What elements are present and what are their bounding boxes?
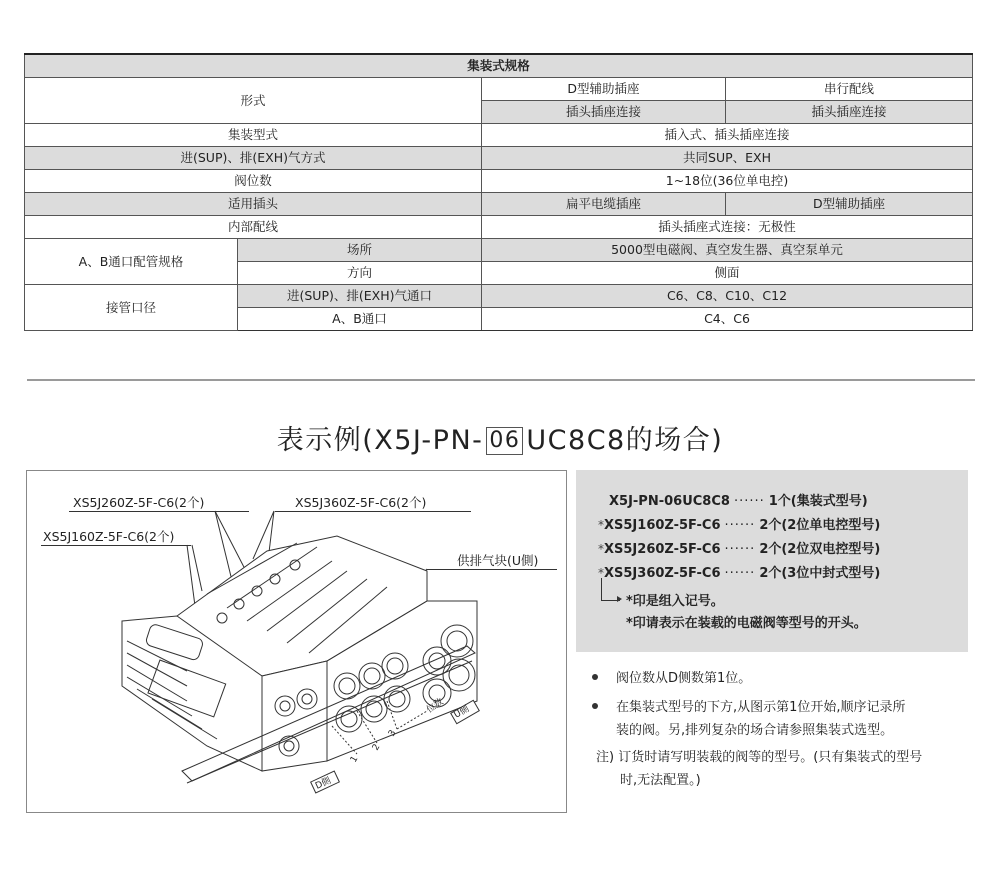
- row-label-stations: 阀位数: [25, 170, 482, 193]
- order-qty: 2个(2位双电控型号): [759, 542, 881, 557]
- order-line-valve-160: *XS5J160Z-5F-C6 ······ 2个(2位单电控型号): [598, 518, 881, 533]
- cell-manifold-type: 插入式、插头插座连接: [482, 124, 973, 147]
- cell-sup-exh-port: C6、C8、C10、C12: [482, 285, 973, 308]
- sub-label-ab-port: A、B通口: [238, 308, 482, 331]
- cell-connector-d-sub: D型辅助插座: [726, 193, 973, 216]
- svg-text:3: 3: [386, 728, 399, 739]
- order-qty: 2个(2位单电控型号): [759, 518, 881, 533]
- cell-form-d-sub-connection: 插头插座连接: [482, 101, 726, 124]
- cell-sup-exh: 共同SUP、EXH: [482, 147, 973, 170]
- table-row: [25, 78, 973, 101]
- label-valve-360: XS5J360Z-5F-C6(2个): [295, 495, 427, 510]
- example-title-suffix: UC8C8的场合): [526, 425, 724, 456]
- order-qty: 1个(集装式型号): [768, 494, 868, 509]
- cell-form-serial: 串行配线: [726, 78, 973, 101]
- bullet-icon: [592, 674, 598, 680]
- section-divider: [27, 379, 975, 381]
- order-example-box: [576, 470, 968, 652]
- order-line-valve-360: *XS5J360Z-5F-C6 ······ 2个(3位中封式型号): [598, 566, 881, 581]
- table-title: 集装式规格: [25, 54, 973, 78]
- row-label-manifold-type: 集装型式: [25, 124, 482, 147]
- svg-text:D側: D側: [314, 775, 333, 792]
- order-line-manifold: X5J-PN-06UC8C8 ······ 1个(集装式型号): [609, 494, 868, 509]
- sub-label-sup-exh-port: 进(SUP)、排(EXH)气通口: [238, 285, 482, 308]
- cell-internal-wiring: 插头插座式连接：无极性: [482, 216, 973, 239]
- svg-text:2: 2: [370, 742, 383, 753]
- row-label-connector: 适用插头: [25, 193, 482, 216]
- table-header-row: [25, 54, 973, 78]
- label-valve-260: XS5J260Z-5F-C6(2个): [73, 495, 205, 510]
- row-label-port-size: 接管口径: [25, 285, 238, 331]
- table-row: [25, 216, 973, 239]
- svg-text:1: 1: [348, 754, 361, 765]
- manifold-drawing-icon: [27, 471, 566, 812]
- order-model: XS5J360Z-5F-C6: [604, 566, 721, 581]
- table-row: [25, 239, 973, 262]
- row-label-form: 形式: [25, 78, 482, 124]
- table-row: [25, 124, 973, 147]
- order-line-valve-260: *XS5J260Z-5F-C6 ······ 2个(2位双电控型号): [598, 542, 881, 557]
- row-label-internal-wiring: 内部配线: [25, 216, 482, 239]
- cell-form-serial-connection: 插头插座连接: [726, 101, 973, 124]
- cell-ab-direction: 侧面: [482, 262, 973, 285]
- bullet-icon: [592, 703, 598, 709]
- cell-connector-flat: 扁平电缆插座: [482, 193, 726, 216]
- sub-label-direction: 方向: [238, 262, 482, 285]
- cell-ab-location: 5000型电磁阀、真空发生器、真空泵单元: [482, 239, 973, 262]
- order-qty: 2个(3位中封式型号): [759, 566, 881, 581]
- footnote-asterisk-usage: *印请表示在装载的电磁阀等型号的开头。: [626, 616, 867, 631]
- example-title-prefix: 表示例(X5J-PN-: [276, 425, 484, 456]
- order-model: XS5J260Z-5F-C6: [604, 542, 721, 557]
- row-label-sup-exh: 进(SUP)、排(EXH)气方式: [25, 147, 482, 170]
- note-bullet-1: 阀位数从D侧数第1位。: [616, 671, 752, 686]
- order-model: X5J-PN-06UC8C8: [609, 494, 730, 509]
- arrow-head-icon: [617, 596, 622, 602]
- cell-form-d-sub: D型辅助插座: [482, 78, 726, 101]
- label-valve-160: XS5J160Z-5F-C6(2个): [43, 529, 175, 544]
- cell-stations: 1~18位(36位单电控): [482, 170, 973, 193]
- note-bullet-2-line1: 在集装式型号的下方,从图示第1位开始,顺序记录所: [616, 700, 906, 715]
- sub-label-location: 场所: [238, 239, 482, 262]
- order-model: XS5J160Z-5F-C6: [604, 518, 721, 533]
- table-row: [25, 193, 973, 216]
- table-row: [25, 285, 973, 308]
- example-title-stations-box: 06: [486, 427, 523, 455]
- svg-text:U側: U側: [452, 704, 472, 721]
- table-row: [25, 147, 973, 170]
- note-bullet-2-line2: 装的阀。另,排列复杂的场合请参照集装式选型。: [616, 723, 894, 738]
- label-supply-block: 供排气块(U側): [457, 553, 539, 568]
- note-ordering-line1: 注) 订货时请写明装载的阀等的型号。(只有集装式的型号: [596, 750, 923, 765]
- row-label-ab-port: A、B通口配管规格: [25, 239, 238, 285]
- table-row: [25, 170, 973, 193]
- manifold-spec-table: [24, 53, 973, 331]
- manifold-illustration: [26, 470, 567, 813]
- example-title: [0, 418, 1000, 457]
- svg-text:位数: 位数: [424, 696, 446, 716]
- footnote-asterisk-meaning: *印是组入记号。: [626, 594, 724, 609]
- note-ordering-line2: 时,无法配置。): [620, 773, 701, 788]
- cell-ab-port: C4、C6: [482, 308, 973, 331]
